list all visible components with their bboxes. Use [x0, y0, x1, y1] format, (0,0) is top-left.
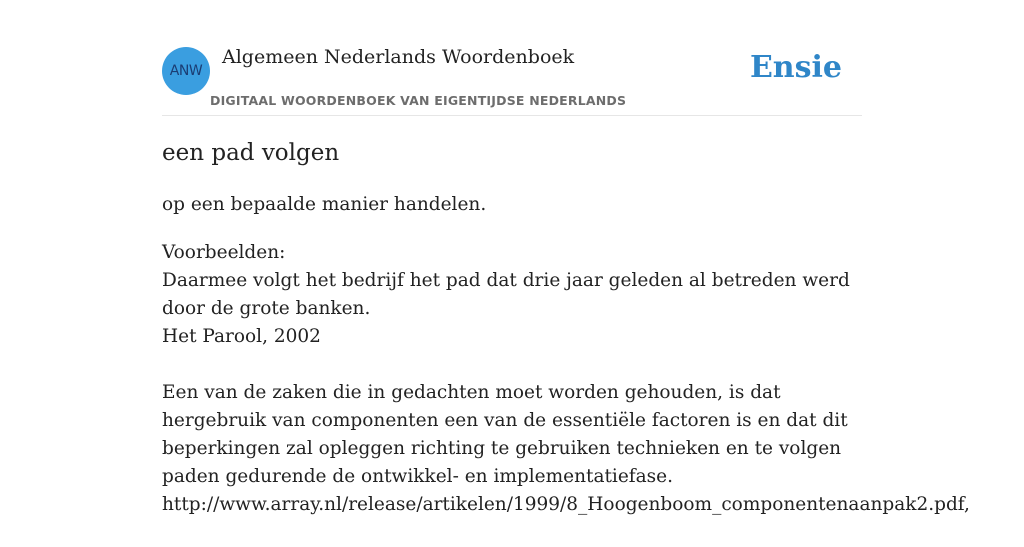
entry-definition: op een bepaalde manier handelen.: [162, 194, 487, 215]
example-text: Daarmee volgt het bedrijf het pad dat drie jaar geleden al betreden werd door de grote banken.: [162, 270, 850, 319]
example-source-link[interactable]: http://www.array.nl/release/artikelen/1999/8_Hoogenboom_componentenaanpak2.pdf,: [162, 494, 970, 515]
page: [162, 0, 970, 515]
anw-logo[interactable]: ANW: [162, 47, 210, 95]
site-subtitle: DIGITAAL WOORDENBOEK VAN EIGENTIJDSE NEDERLANDS: [210, 93, 627, 108]
entry-title: een pad volgen: [162, 140, 340, 166]
example-text: Een van de zaken die in gedachten moet worden gehouden, is dat hergebruik van componenten een van de essentiële factoren is en dat dit beperkingen zal opleggen richting te gebruiken technieken en te volgen paden gedurende de ontwikkel- en implementatiefase.: [162, 382, 848, 487]
example-item: [162, 267, 862, 351]
example-source: Het Parool, 2002: [162, 326, 321, 347]
site-title[interactable]: Algemeen Nederlands Woordenboek: [222, 46, 575, 68]
example-item: [162, 379, 970, 519]
ensie-brand-link[interactable]: Ensie: [749, 50, 842, 85]
site-header: [162, 0, 862, 116]
examples-label: Voorbeelden:: [162, 242, 286, 263]
examples-section: [162, 239, 970, 547]
